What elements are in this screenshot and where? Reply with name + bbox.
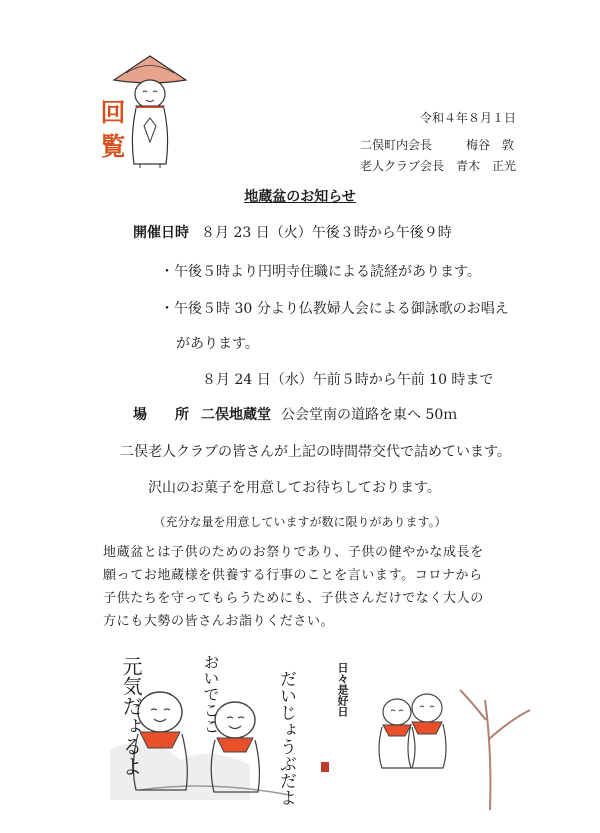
calligraphy-right: だいじょうぶだよ [276,670,296,806]
paragraph-line: 地蔵盆とは子供のためのお祭りであり、子供の健やかな成長を [103,545,484,560]
supply-note: （充分な量を用意していますが数に限りがあります。） [153,515,447,529]
paragraph-line: 願ってお地蔵様を供養する行事のことを言います。コロナから [103,568,483,583]
circulation-char-2: 覧 [100,132,126,161]
schedule-day1-text: ８月 23 日（火）午後３時から午後９時 [201,225,452,241]
paragraph-line: 方にも大勢の皆さんお詣りください。 [103,614,335,629]
circulation-stamp [100,96,126,164]
schedule-bullet-2-line2: があります。 [176,336,259,352]
signature-chairman [360,136,514,153]
circulation-char-1: 回 [100,98,126,127]
calligraphy-line: ょるよ [119,716,143,776]
bottom-illustration [90,650,590,820]
schedule-day1 [133,222,452,242]
signature-name: 梅谷 敦 [466,138,515,152]
schedule-day2: ８月 24 日（水）午前５時から午前 10 時まで [202,372,494,388]
schedule-bullet-1: ・午後５時より円明寺住職による読経があります。 [160,264,481,280]
seal-text: 日々是好日 [336,662,349,717]
signature-role: 二俣町内会長 [360,138,433,152]
signature-club-president [360,157,516,174]
paragraph-line: 子供たちを守ってもらうためにも、子供さんだけでなく大人の [103,591,484,606]
place-label: 場 所 [133,407,189,423]
calligraphy-line: ここ [201,702,220,734]
calligraphy-line: 元気だ [119,656,143,716]
document-title [0,186,600,206]
explanation-paragraph [103,541,513,633]
place-row [133,404,457,424]
schedule-bullet-2-line1: ・午後５時 30 分より仏教婦人会による御詠歌のお唱え [160,301,509,317]
message-line-1: 二俣老人クラブの皆さんが上記の時間帯交代で詰めています。 [120,444,511,460]
calligraphy-top [200,654,220,734]
signature-role: 老人クラブ会長 [360,159,445,173]
schedule-label: 開催日時 [133,225,189,241]
document-title-text: 地蔵盆のお知らせ [244,189,356,205]
message-line-2: 沢山のお菓子を用意してお待ちしております。 [148,480,441,496]
signature-name: 青木 正光 [456,159,517,173]
issue-date: 令和４年８月１日 [420,111,517,125]
place-detail: 公会堂南の道路を東へ 50ｍ [281,407,458,423]
calligraphy-left [120,656,142,776]
place-name: 二俣地蔵堂 [201,407,271,423]
calligraphy-line: おいで [201,654,220,702]
